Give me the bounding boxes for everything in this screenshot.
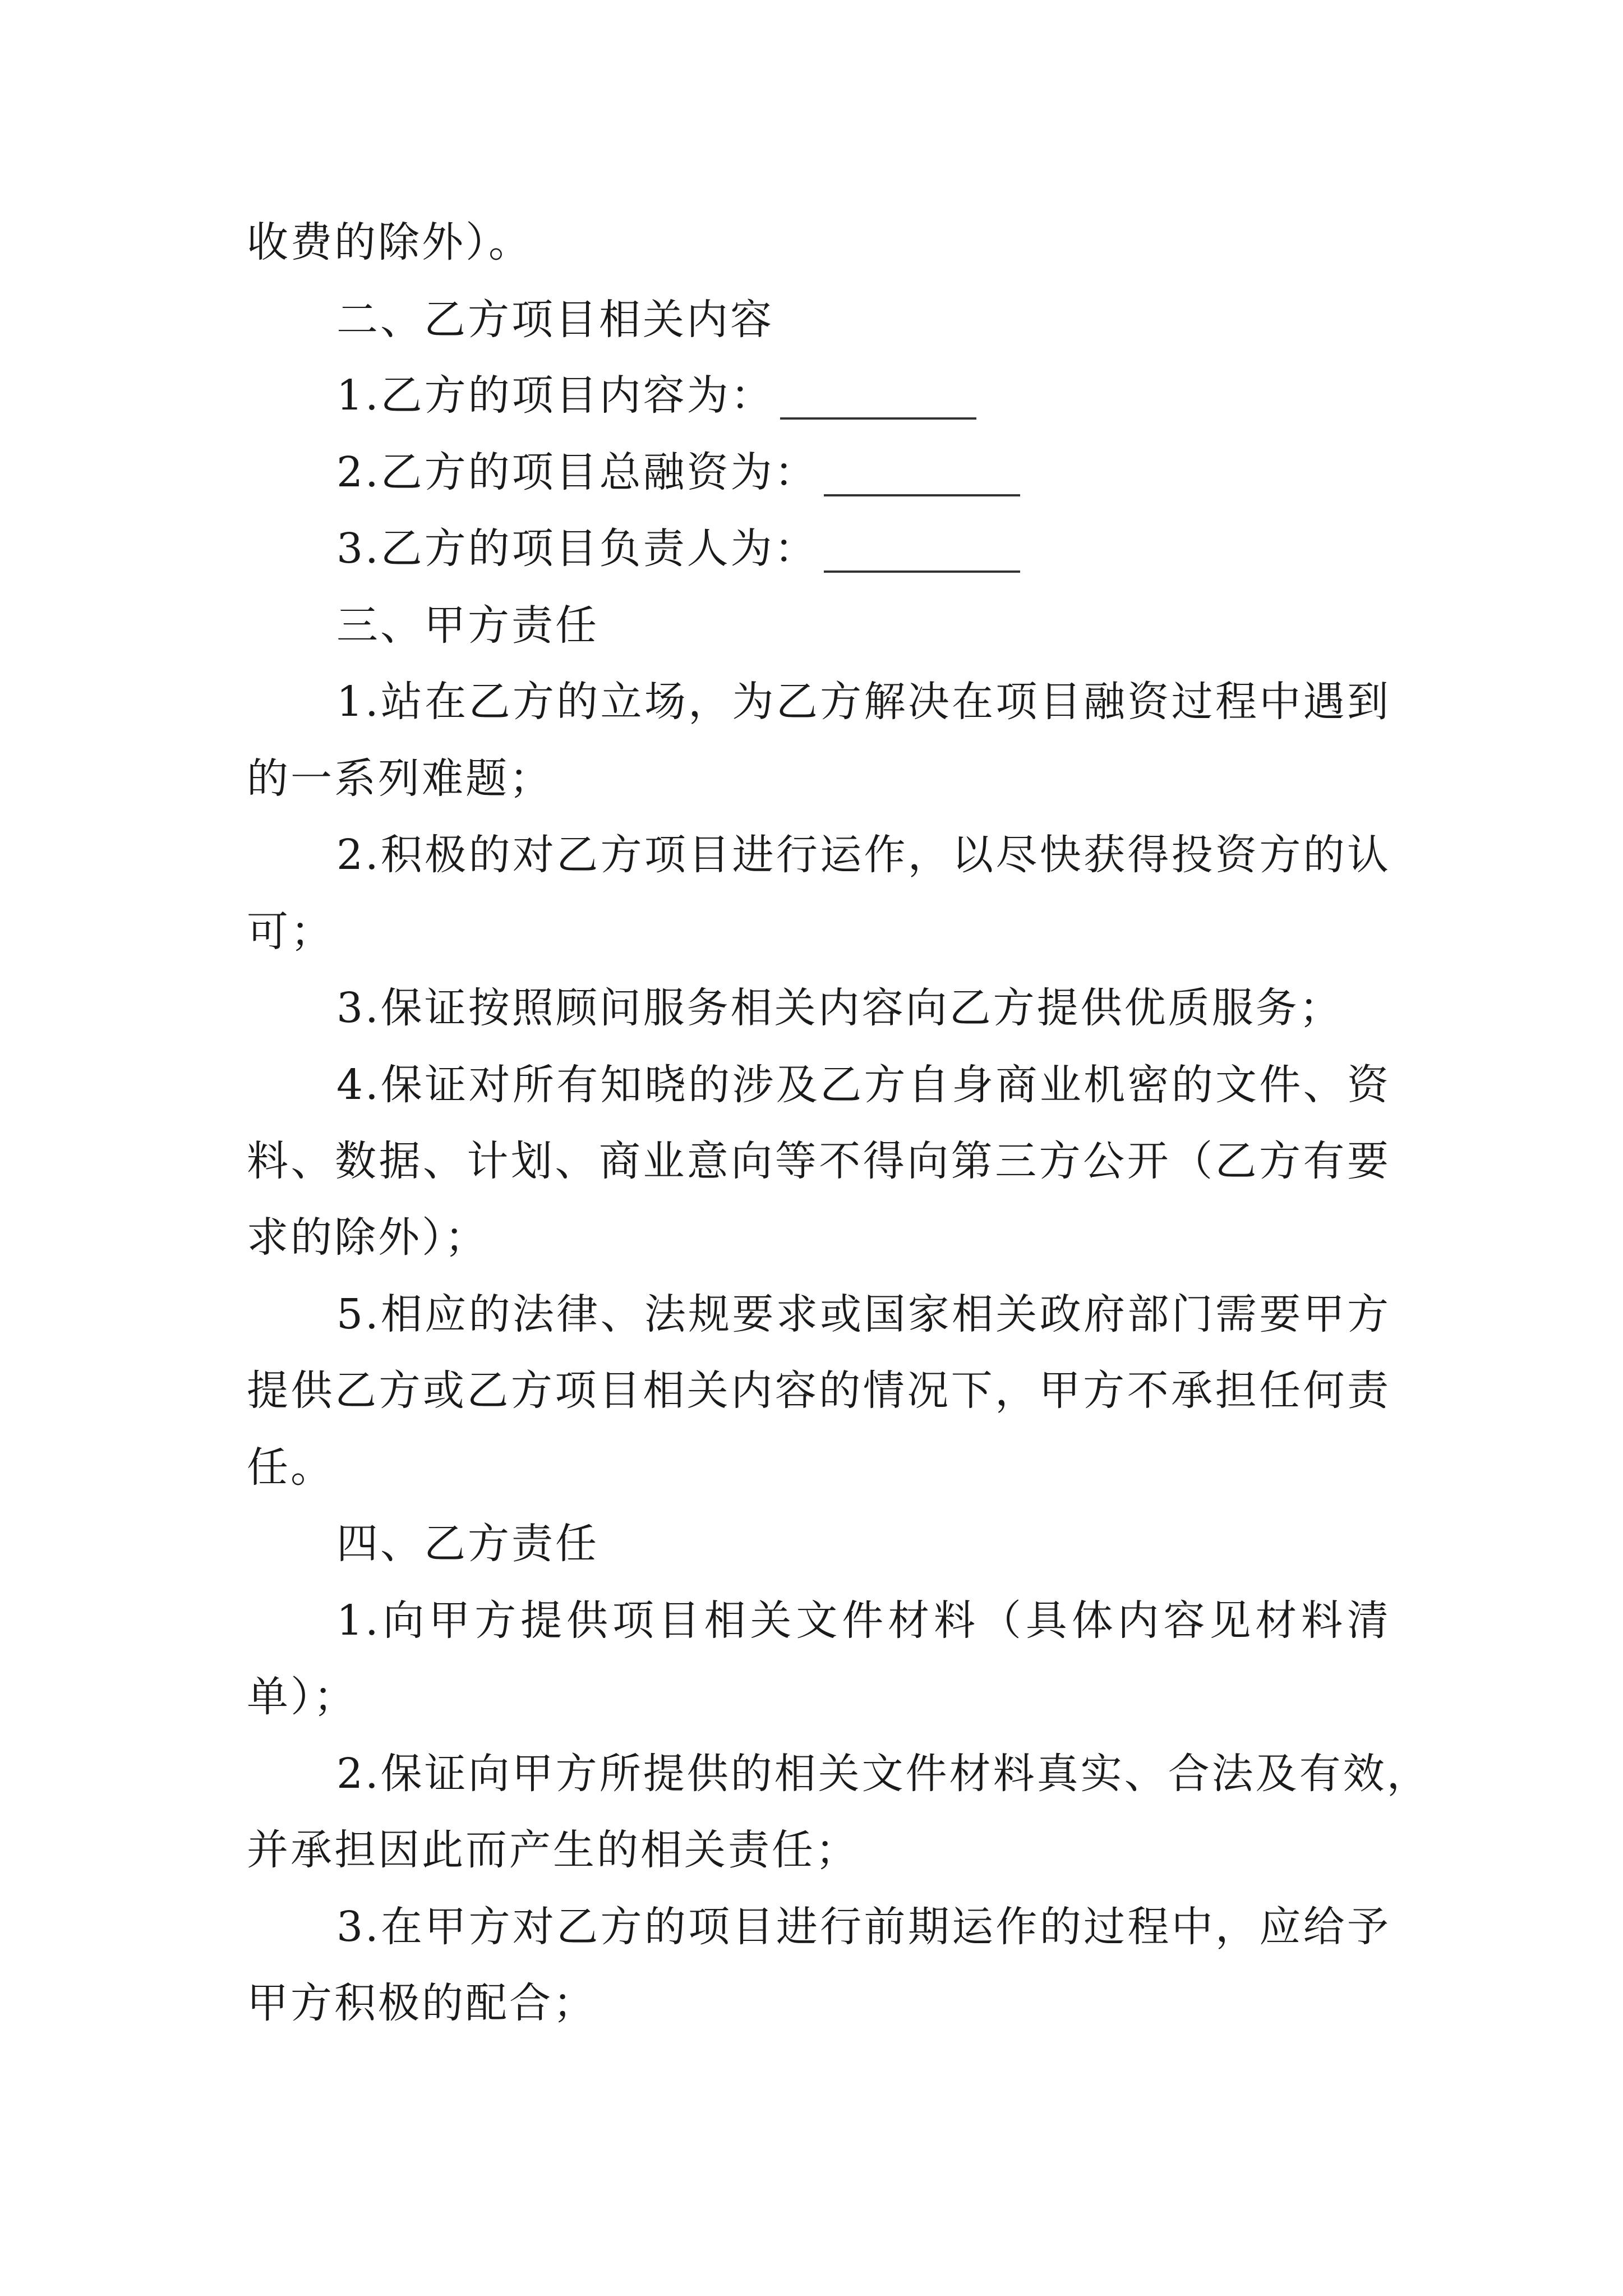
field-label-project-content: 1.乙方的项目内容为： <box>336 371 774 420</box>
text-line: 任。 <box>247 1443 334 1492</box>
text-line: 料、数据、计划、商业意向等不得向第三方公开（乙方有要 <box>247 1137 1391 1185</box>
text-line: 1.站在乙方的立场，为乙方解决在项目融资过程中遇到 <box>336 678 1391 726</box>
blank-project-content <box>780 376 976 420</box>
text-line: 3.保证按照顾问服务相关内容向乙方提供优质服务； <box>336 984 1343 1032</box>
text-line: 单）； <box>247 1673 357 1721</box>
form-line-project-leader <box>336 515 1391 582</box>
text-line: 5.相应的法律、法规要求或国家相关政府部门需要甲方 <box>336 1290 1391 1338</box>
text-line: 收费的除外）。 <box>247 218 532 266</box>
field-label-total-financing: 2.乙方的项目总融资为： <box>336 448 818 496</box>
section-heading-4: 四、乙方责任 <box>336 1520 599 1568</box>
text-line: 提供乙方或乙方项目相关内容的情况下，甲方不承担任何责 <box>247 1366 1391 1415</box>
section-heading-3: 三、甲方责任 <box>336 601 599 650</box>
text-line: 2.保证向甲方所提供的相关文件材料真实、合法及有效， <box>336 1750 1431 1798</box>
field-label-project-leader: 3.乙方的项目负责人为： <box>336 524 818 573</box>
text-line: 4.保证对所有知晓的涉及乙方自身商业机密的文件、资 <box>336 1061 1391 1109</box>
text-line: 3.在甲方对乙方的项目进行前期运作的过程中，应给予 <box>336 1903 1391 1951</box>
section-heading-2: 二、乙方项目相关内容 <box>336 296 774 344</box>
form-line-project-content <box>336 362 1391 429</box>
blank-project-leader <box>824 529 1020 573</box>
text-line: 并承担因此而产生的相关责任； <box>247 1826 859 1874</box>
text-line: 求的除外）； <box>247 1213 488 1262</box>
text-line: 可； <box>247 908 334 956</box>
text-line: 的一系列难题； <box>247 754 553 803</box>
text-line: 甲方积极的配合； <box>247 1979 597 2027</box>
text-line: 2.积极的对乙方项目进行运作，以尽快获得投资方的认 <box>336 831 1391 879</box>
form-line-total-financing <box>336 439 1391 506</box>
blank-total-financing <box>824 453 1020 496</box>
text-line: 1.向甲方提供项目相关文件材料（具体内容见材料清 <box>336 1596 1391 1645</box>
